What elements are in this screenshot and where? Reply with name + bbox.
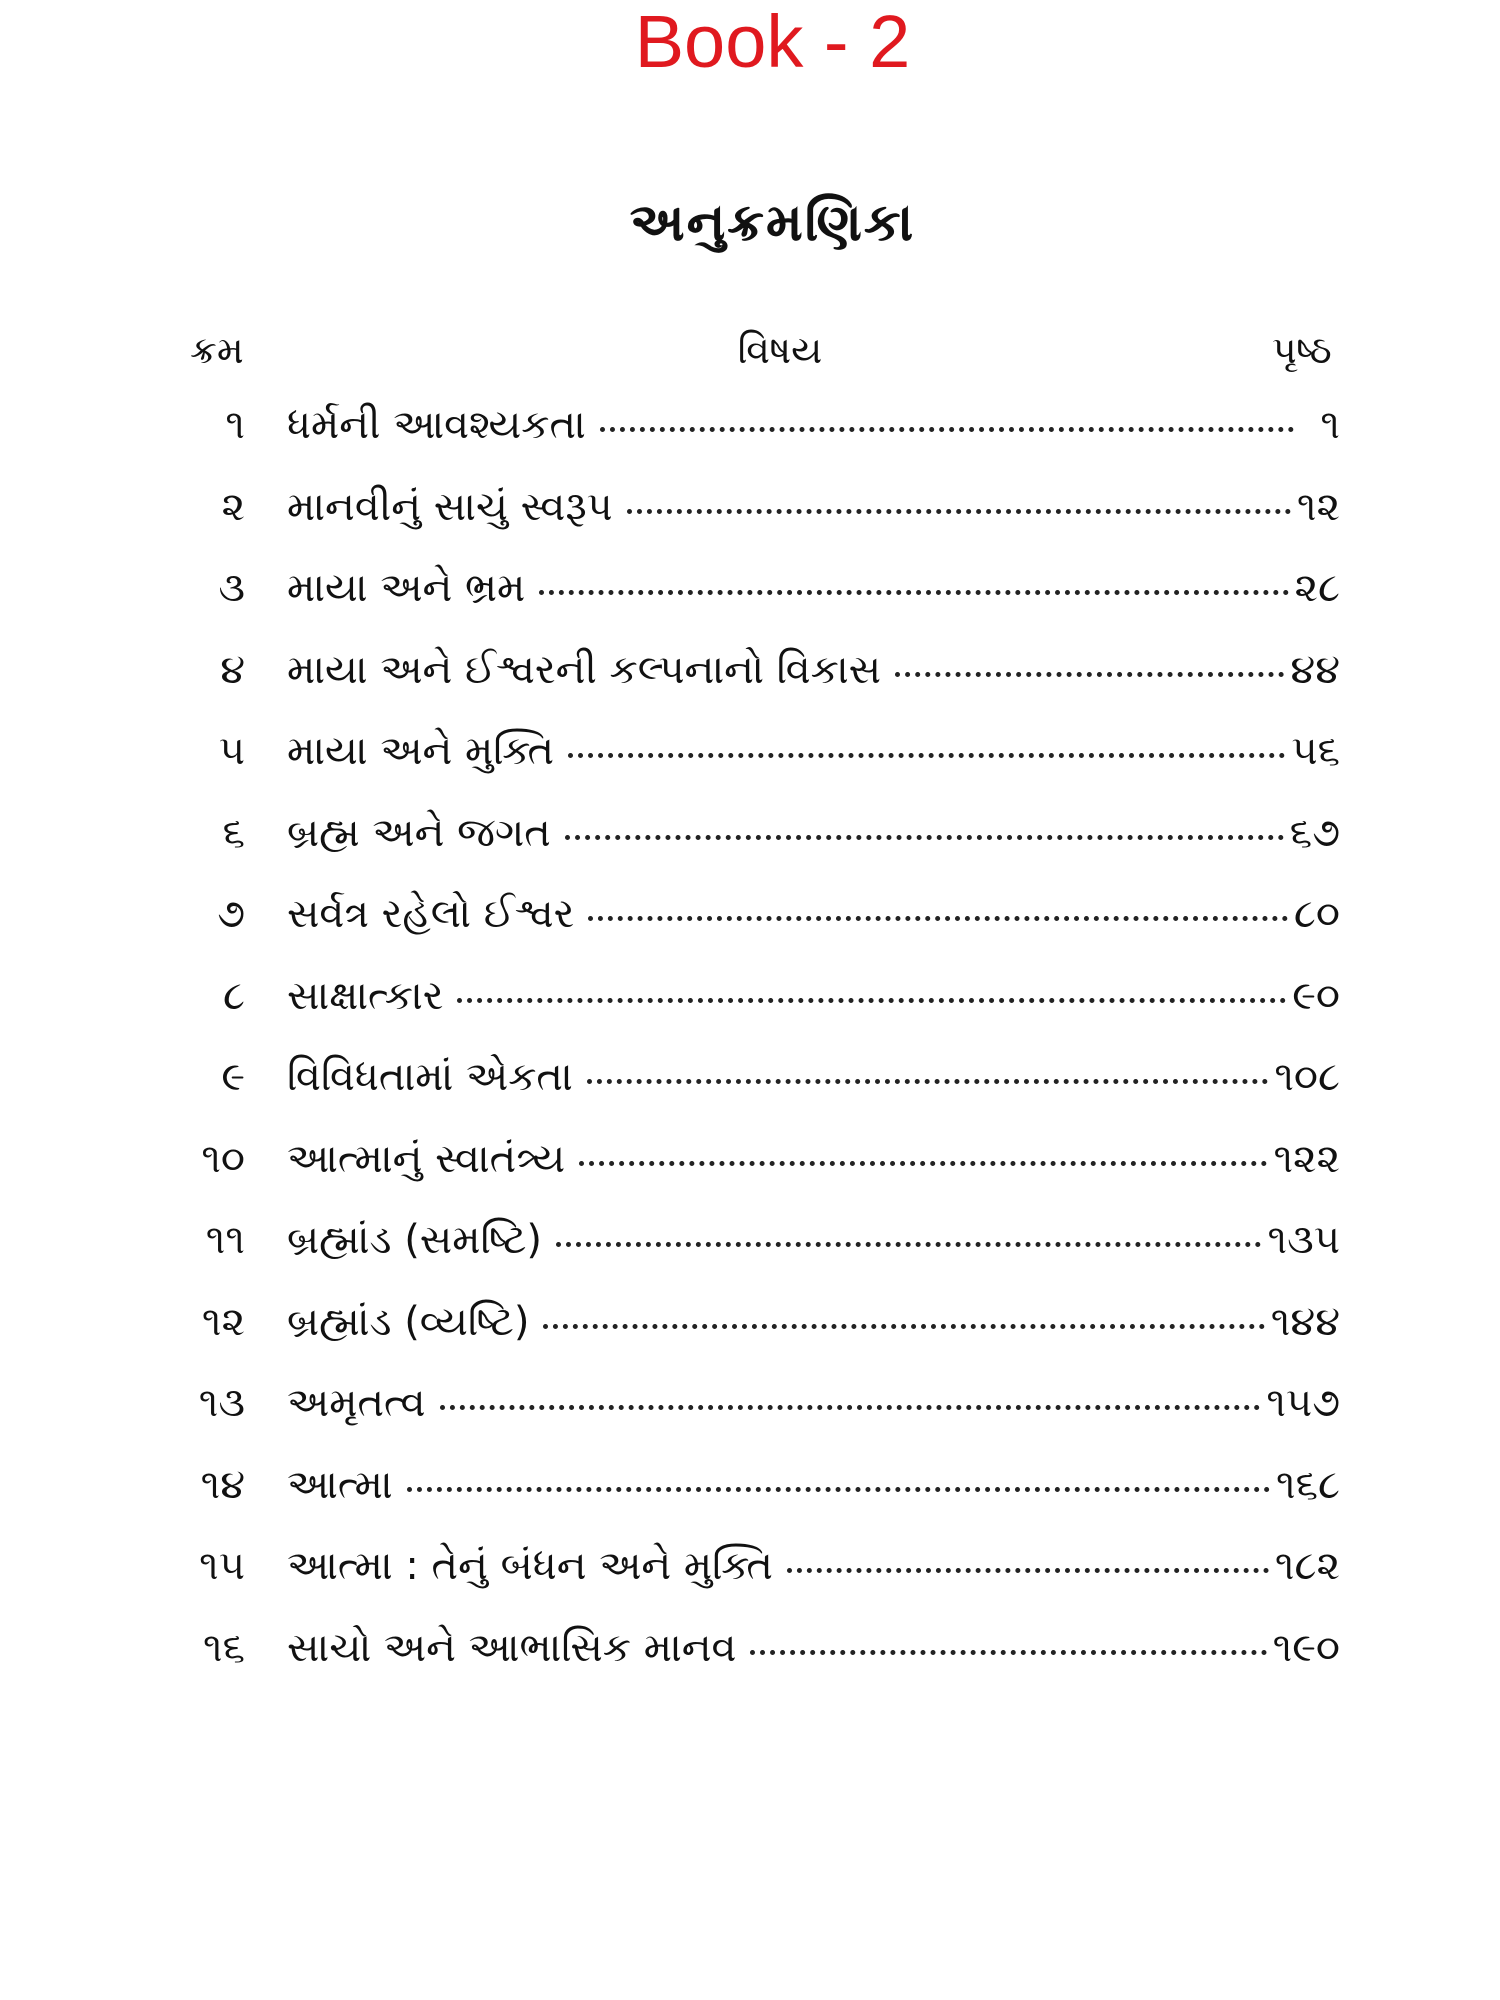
dot-leader	[457, 998, 1286, 1003]
dot-leader	[565, 835, 1284, 840]
toc-entry-title: સાચો અને આભાસિક માનવ	[287, 1624, 737, 1671]
dot-leader	[588, 916, 1288, 921]
toc-entry	[185, 548, 1340, 630]
dot-leader	[587, 1079, 1269, 1084]
toc-entry-title: આત્મા : તેનું બંધન અને મુક્તિ	[287, 1543, 773, 1589]
dot-leader	[579, 1161, 1267, 1166]
toc-entry	[185, 1119, 1340, 1201]
toc-entry-page: ૨૮	[1294, 565, 1340, 611]
toc-entry-number: ૯	[221, 1054, 245, 1100]
dot-leader	[556, 1242, 1262, 1247]
toc-entry-number: ૩	[218, 565, 245, 611]
toc-entry	[185, 1200, 1340, 1282]
dot-leader	[568, 753, 1285, 758]
toc-entry	[185, 1526, 1340, 1608]
toc-entry-number: ૧૨	[201, 1298, 245, 1345]
toc-entry-title: માયા અને મુક્તિ	[287, 728, 555, 774]
toc-entry	[185, 1282, 1340, 1364]
table-of-contents	[185, 385, 1340, 1689]
toc-entry-page: ૬૭	[1289, 809, 1340, 856]
toc-entry-page: ૮૦	[1293, 891, 1340, 937]
toc-entry	[185, 1037, 1340, 1119]
toc-entry	[185, 385, 1340, 467]
toc-entry	[185, 793, 1340, 875]
dot-leader	[787, 1568, 1269, 1573]
toc-entry-title: ધર્મની આવશ્યકતા	[287, 402, 586, 448]
toc-entry-page: ૧૪૪	[1270, 1298, 1340, 1345]
toc-entry	[185, 711, 1340, 793]
toc-entry-title: સર્વત્ર રહેલો ઈશ્વર	[287, 891, 575, 937]
toc-entry-page: ૧૬૮	[1276, 1461, 1340, 1508]
toc-entry-title: માયા અને ઈશ્વરની કલ્પનાનો વિકાસ	[287, 646, 882, 693]
toc-entry-number: ૧૧	[205, 1217, 245, 1263]
toc-entry-title: અમૃતત્વ	[287, 1380, 426, 1426]
toc-entry	[185, 630, 1340, 712]
book-label: Book - 2	[634, 0, 911, 83]
dot-leader	[895, 672, 1284, 677]
toc-entry	[185, 874, 1340, 956]
toc-entry-page: ૪૪	[1290, 646, 1340, 693]
toc-entry-number: ૧૪	[200, 1461, 245, 1508]
column-header-number: ક્રમ	[190, 328, 244, 372]
toc-entry-page: ૧૯૦	[1272, 1624, 1340, 1671]
toc-entry-title: બ્રહ્મ અને જગત	[287, 809, 551, 856]
toc-entry-number: ૬	[222, 809, 245, 856]
toc-entry-number: ૧૬	[203, 1624, 245, 1671]
toc-entry-number: ૭	[217, 891, 245, 937]
dot-leader	[539, 590, 1288, 595]
toc-entry	[185, 1608, 1340, 1690]
toc-entry-number: ૧	[225, 402, 245, 448]
toc-entry-page: ૧૨૨	[1273, 1135, 1340, 1182]
toc-entry-number: ૧૦	[201, 1135, 245, 1182]
toc-entry-page: ૧૮૨	[1274, 1543, 1340, 1589]
toc-entry-title: સાક્ષાત્કાર	[287, 972, 444, 1019]
toc-entry-page: ૫૬	[1291, 728, 1340, 774]
toc-entry-number: ૨	[221, 483, 245, 530]
toc-entry	[185, 1445, 1340, 1527]
toc-entry-page: ૧	[1320, 402, 1340, 448]
dot-leader	[440, 1405, 1261, 1410]
toc-entry	[185, 956, 1340, 1038]
toc-entry	[185, 1363, 1340, 1445]
column-header-page: પૃષ્ઠ	[1272, 328, 1332, 372]
toc-entry-page: ૧૫૭	[1266, 1380, 1340, 1426]
toc-entry-page: ૧૦૮	[1274, 1054, 1340, 1100]
dot-leader	[600, 427, 1294, 432]
toc-entry-title: માનવીનું સાચું સ્વરૂપ	[287, 483, 613, 530]
toc-entry-page: ૯૦	[1292, 972, 1340, 1019]
toc-entry-page: ૧૩૫	[1267, 1217, 1340, 1263]
page-title: અનુક્રમણિકા	[629, 193, 916, 253]
toc-entry-number: ૫	[218, 728, 245, 774]
toc-entry-title: માયા અને ભ્રમ	[287, 565, 526, 611]
dot-leader	[543, 1324, 1264, 1329]
toc-entry-title: બ્રહ્માંડ (વ્યષ્ટિ)	[287, 1298, 530, 1345]
toc-entry-title: આત્માનું સ્વાતંત્ર્ય	[287, 1135, 566, 1182]
toc-entry-number: ૧૫	[199, 1543, 245, 1589]
dot-leader	[750, 1650, 1266, 1655]
dot-leader	[627, 509, 1291, 514]
toc-entry-title: આત્મા	[287, 1461, 393, 1508]
toc-entry	[185, 467, 1340, 549]
toc-entry-number: ૮	[223, 972, 245, 1019]
dot-leader	[407, 1487, 1270, 1492]
toc-entry-number: ૪	[220, 646, 245, 693]
toc-entry-title: બ્રહ્માંડ (સમષ્ટિ)	[287, 1217, 542, 1263]
column-header-subject: વિષય	[737, 328, 823, 372]
toc-entry-number: ૧૩	[198, 1380, 245, 1426]
toc-entry-page: ૧૨	[1296, 483, 1340, 530]
toc-entry-title: વિવિધતામાં એકતા	[287, 1054, 573, 1100]
